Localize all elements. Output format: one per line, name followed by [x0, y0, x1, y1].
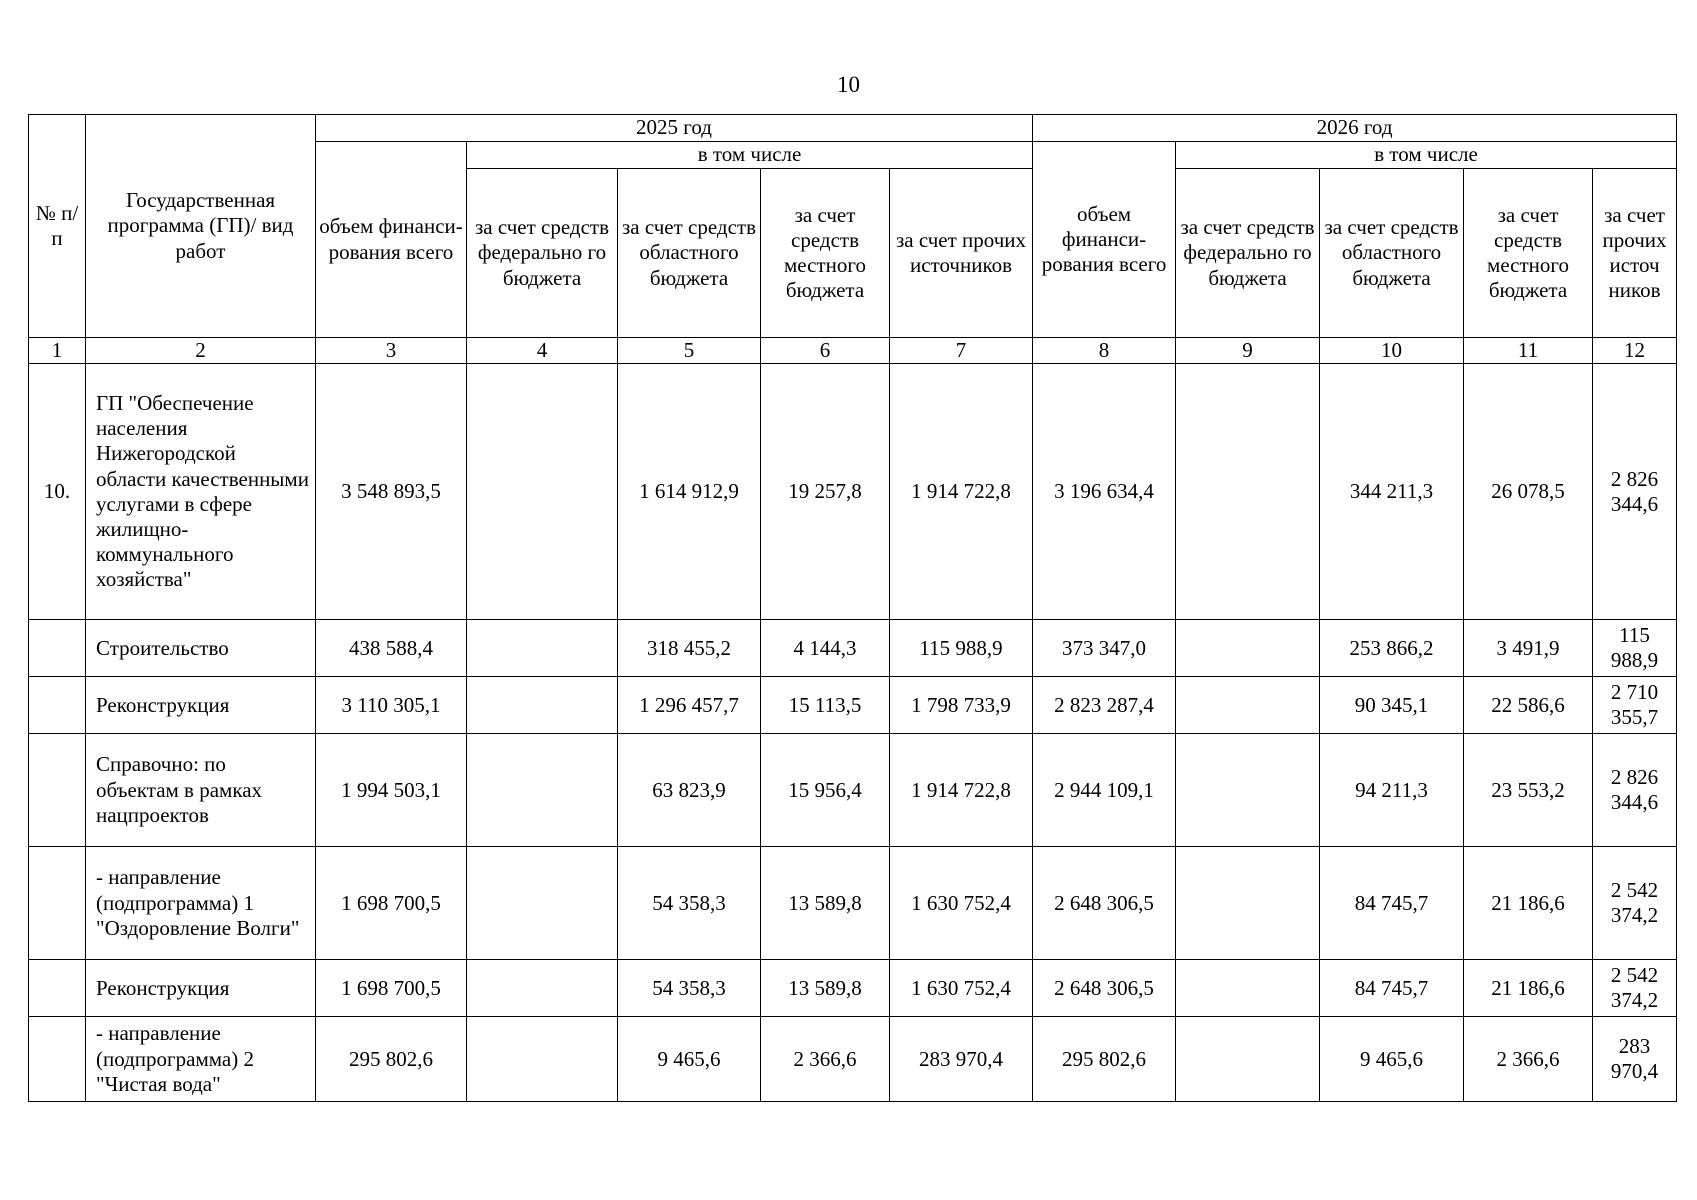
- cell-value: [1176, 960, 1320, 1017]
- column-number: 3: [316, 338, 467, 364]
- row-num: [29, 1017, 86, 1102]
- header-year-2025: 2025 год: [316, 115, 1033, 142]
- cell-value: [467, 847, 618, 960]
- row-name: Реконструкция: [86, 960, 316, 1017]
- row-name: - направление (подпрограмма) 1 "Оздоровление Волги": [86, 847, 316, 960]
- header-2025-regional: за счет средств областного бюджета: [618, 169, 761, 338]
- header-year-2026: 2026 год: [1033, 115, 1677, 142]
- table-row: [29, 960, 1677, 1017]
- cell-value: [467, 1017, 618, 1102]
- column-number: 1: [29, 338, 86, 364]
- cell-value: 21 186,6: [1464, 960, 1593, 1017]
- column-number: 12: [1593, 338, 1677, 364]
- cell-value: 26 078,5: [1464, 364, 1593, 620]
- cell-value: 1 296 457,7: [618, 677, 761, 734]
- header-row-years: [29, 115, 1677, 142]
- header-2025-local: за счет средств местного бюджета: [761, 169, 890, 338]
- cell-value: 1 698 700,5: [316, 847, 467, 960]
- cell-value: 1 914 722,8: [890, 734, 1033, 847]
- table-row: [29, 364, 1677, 620]
- cell-value: 19 257,8: [761, 364, 890, 620]
- cell-value: 84 745,7: [1320, 847, 1464, 960]
- cell-value: [1176, 364, 1320, 620]
- table-row: [29, 847, 1677, 960]
- cell-value: 2 648 306,5: [1033, 847, 1176, 960]
- header-2025-total: объем финанси-рования всего: [316, 142, 467, 338]
- cell-value: 1 630 752,4: [890, 960, 1033, 1017]
- cell-value: 21 186,6: [1464, 847, 1593, 960]
- cell-value: [467, 620, 618, 677]
- cell-value: 115 988,9: [1593, 620, 1677, 677]
- row-name: Справочно: по объектам в рамках нацпроектов: [86, 734, 316, 847]
- row-num: 10.: [29, 364, 86, 620]
- column-number-row: [29, 338, 1677, 364]
- cell-value: 63 823,9: [618, 734, 761, 847]
- table-row: [29, 734, 1677, 847]
- row-num: [29, 734, 86, 847]
- cell-value: [467, 364, 618, 620]
- column-number: 4: [467, 338, 618, 364]
- column-number: 2: [86, 338, 316, 364]
- cell-value: [467, 734, 618, 847]
- cell-value: 2 823 287,4: [1033, 677, 1176, 734]
- header-2025-in-text: в том числе: [467, 142, 1033, 169]
- column-number: 11: [1464, 338, 1593, 364]
- cell-value: 1 698 700,5: [316, 960, 467, 1017]
- header-num: № п/п: [29, 115, 86, 338]
- row-num: [29, 620, 86, 677]
- cell-value: 3 548 893,5: [316, 364, 467, 620]
- cell-value: 2 710 355,7: [1593, 677, 1677, 734]
- cell-value: 1 798 733,9: [890, 677, 1033, 734]
- header-2026-other: за счет прочих источ ников: [1593, 169, 1677, 338]
- page-number: 10: [837, 72, 860, 97]
- cell-value: 2 826 344,6: [1593, 734, 1677, 847]
- cell-value: 3 196 634,4: [1033, 364, 1176, 620]
- cell-value: 253 866,2: [1320, 620, 1464, 677]
- cell-value: 283 970,4: [1593, 1017, 1677, 1102]
- cell-value: 2 366,6: [1464, 1017, 1593, 1102]
- cell-value: [1176, 734, 1320, 847]
- cell-value: 373 347,0: [1033, 620, 1176, 677]
- cell-value: 54 358,3: [618, 960, 761, 1017]
- cell-value: [1176, 620, 1320, 677]
- cell-value: 295 802,6: [316, 1017, 467, 1102]
- table-row: [29, 1017, 1677, 1102]
- row-name: - направление (подпрограмма) 2 "Чистая вода": [86, 1017, 316, 1102]
- cell-value: 115 988,9: [890, 620, 1033, 677]
- cell-value: 438 588,4: [316, 620, 467, 677]
- row-name: Строительство: [86, 620, 316, 677]
- cell-value: 22 586,6: [1464, 677, 1593, 734]
- cell-value: 54 358,3: [618, 847, 761, 960]
- cell-value: [467, 677, 618, 734]
- cell-value: 2 542 374,2: [1593, 847, 1677, 960]
- cell-value: 1 630 752,4: [890, 847, 1033, 960]
- cell-value: 15 956,4: [761, 734, 890, 847]
- cell-value: [1176, 1017, 1320, 1102]
- row-num: [29, 847, 86, 960]
- cell-value: 13 589,8: [761, 847, 890, 960]
- cell-value: 94 211,3: [1320, 734, 1464, 847]
- cell-value: [1176, 677, 1320, 734]
- cell-value: 9 465,6: [1320, 1017, 1464, 1102]
- header-2026-in-text: в том числе: [1176, 142, 1677, 169]
- cell-value: 2 944 109,1: [1033, 734, 1176, 847]
- cell-value: 2 542 374,2: [1593, 960, 1677, 1017]
- cell-value: 3 110 305,1: [316, 677, 467, 734]
- cell-value: 1 914 722,8: [890, 364, 1033, 620]
- cell-value: 283 970,4: [890, 1017, 1033, 1102]
- cell-value: [1176, 847, 1320, 960]
- cell-value: 9 465,6: [618, 1017, 761, 1102]
- header-program: Государственная программа (ГП)/ вид работ: [86, 115, 316, 338]
- row-num: [29, 677, 86, 734]
- row-name: Реконструкция: [86, 677, 316, 734]
- cell-value: 90 345,1: [1320, 677, 1464, 734]
- cell-value: 2 826 344,6: [1593, 364, 1677, 620]
- cell-value: 84 745,7: [1320, 960, 1464, 1017]
- cell-value: 3 491,9: [1464, 620, 1593, 677]
- cell-value: 1 614 912,9: [618, 364, 761, 620]
- header-2026-regional: за счет средств областного бюджета: [1320, 169, 1464, 338]
- cell-value: [467, 960, 618, 1017]
- cell-value: 1 994 503,1: [316, 734, 467, 847]
- cell-value: 23 553,2: [1464, 734, 1593, 847]
- column-number: 9: [1176, 338, 1320, 364]
- table-row: [29, 677, 1677, 734]
- cell-value: 2 648 306,5: [1033, 960, 1176, 1017]
- cell-value: 2 366,6: [761, 1017, 890, 1102]
- financing-table: [28, 114, 1677, 1102]
- column-number: 6: [761, 338, 890, 364]
- header-2025-other: за счет прочих источников: [890, 169, 1033, 338]
- header-2026-local: за счет средств местного бюджета: [1464, 169, 1593, 338]
- column-number: 10: [1320, 338, 1464, 364]
- column-number: 7: [890, 338, 1033, 364]
- cell-value: 13 589,8: [761, 960, 890, 1017]
- row-num: [29, 960, 86, 1017]
- table-row: [29, 620, 1677, 677]
- cell-value: 4 144,3: [761, 620, 890, 677]
- header-2026-federal: за счет средств федерально го бюджета: [1176, 169, 1320, 338]
- header-2026-total: объем финанси-рования всего: [1033, 142, 1176, 338]
- column-number: 5: [618, 338, 761, 364]
- cell-value: 344 211,3: [1320, 364, 1464, 620]
- cell-value: 318 455,2: [618, 620, 761, 677]
- row-name: ГП "Обеспечение населения Нижегородской области качественными услугами в сфере жилищно-коммунального хозяйства": [86, 364, 316, 620]
- cell-value: 15 113,5: [761, 677, 890, 734]
- header-2025-federal: за счет средств федерально го бюджета: [467, 169, 618, 338]
- cell-value: 295 802,6: [1033, 1017, 1176, 1102]
- column-number: 8: [1033, 338, 1176, 364]
